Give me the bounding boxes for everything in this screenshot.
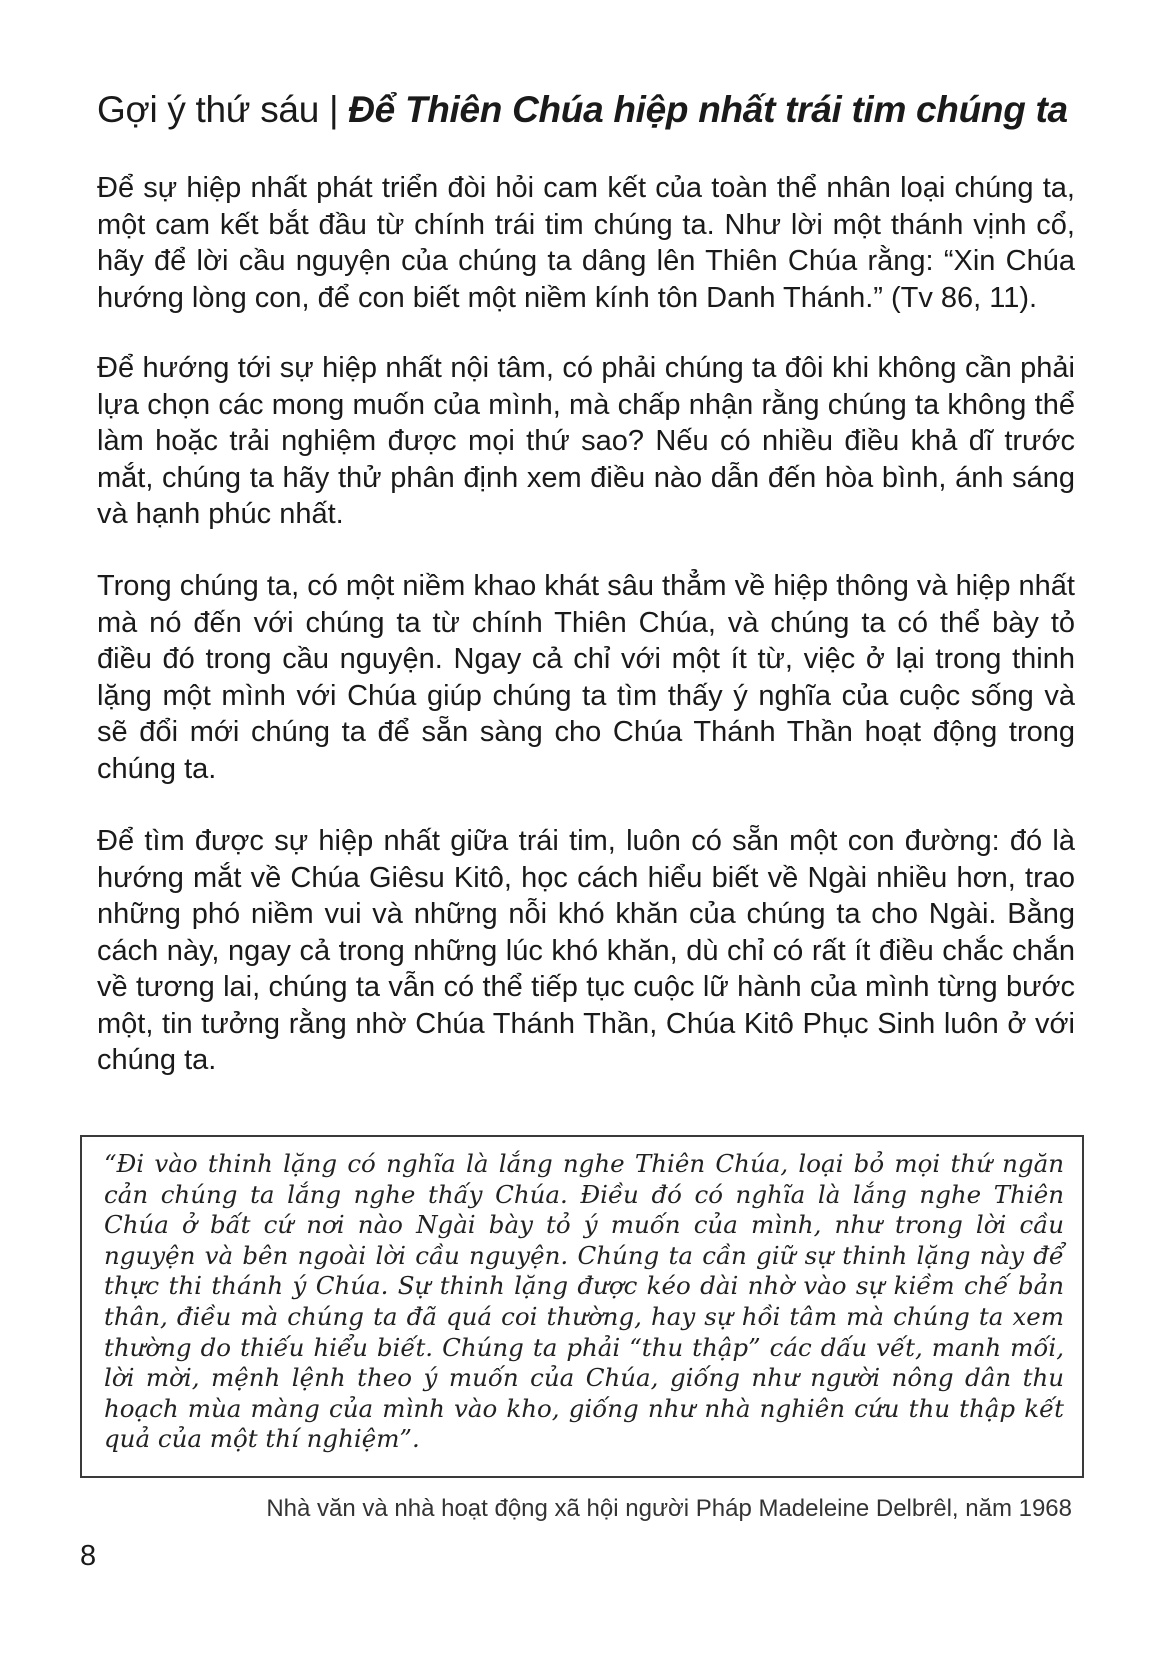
quote-text: “Đi vào thinh lặng có nghĩa là lắng nghe Thiên Chúa, loại bỏ mọi thứ ngăn cản chúng ta lắng nghe thấy Chúa. Điều đó có nghĩa là lắng nghe Thiên Chúa ở bất cứ nơi nào Ngài bày tỏ ý muốn của mình, như trong lời cầu nguyện và bên ngoài lời cầu nguyện. Chúng ta cần giữ sự thinh lặng này để thực thi thánh ý Chúa. Sự thinh lặng được kéo dài nhờ vào sự kiềm chế bản thân, điều mà chúng ta đã quá coi thường, hay sự hồi tâm mà chúng ta xem thường do thiếu hiểu biết. Chúng ta phải “thu thập” các dấu vết, manh mối, lời mời, mệnh lệnh theo ý muốn của Chúa, giống như người nông dân thu hoạch mùa màng của mình vào kho, giống như nhà nghiên cứu thu thập kết quả của một thí nghiệm”. — [104, 1149, 1064, 1454]
quote-box — [80, 1135, 1084, 1478]
title-subtitle: Để Thiên Chúa hiệp nhất trái tim chúng ta — [348, 89, 1068, 130]
page-title — [97, 85, 1097, 135]
title-prefix: Gợi ý thứ sáu | — [97, 89, 349, 130]
paragraph-4: Để tìm được sự hiệp nhất giữa trái tim, luôn có sẵn một con đường: đó là hướng mắt về Chúa Giêsu Kitô, học cách hiểu biết về Ngài nhiều hơn, trao những phó niềm vui và những nỗi khó khăn của chúng ta cho Ngài. Bằng cách này, ngay cả trong những lúc khó khăn, dù chỉ có rất ít điều chắc chắn về tương lai, chúng ta vẫn có thể tiếp tục cuộc lữ hành của mình từng bước một, tin tưởng rằng nhờ Chúa Thánh Thần, Chúa Kitô Phục Sinh luôn ở với chúng ta. — [97, 825, 1075, 1076]
paragraph-1: Để sự hiệp nhất phát triển đòi hỏi cam kết của toàn thể nhân loại chúng ta, một cam kết bắt đầu từ chính trái tim chúng ta. Như lời một thánh vịnh cổ, hãy để lời cầu nguyện của chúng ta dâng lên Thiên Chúa rằng: “Xin Chúa hướng lòng con, để con biết một niềm kính tôn Danh Thánh.” (Tv 86, 11). — [97, 172, 1075, 314]
quote-attribution: Nhà văn và nhà hoạt động xã hội người Pháp Madeleine Delbrêl, năm 1968 — [266, 1495, 1072, 1522]
page-number: 8 — [80, 1540, 97, 1572]
paragraph-3: Trong chúng ta, có một niềm khao khát sâu thẳm về hiệp thông và hiệp nhất mà nó đến với chúng ta từ chính Thiên Chúa, và chúng ta có thể bày tỏ điều đó trong cầu nguyện. Ngay cả chỉ với một ít từ, việc ở lại trong thinh lặng một mình với Chúa giúp chúng ta tìm thấy ý nghĩa của cuộc sống và sẽ đổi mới chúng ta để sẵn sàng cho Chúa Thánh Thần hoạt động trong chúng ta. — [97, 570, 1075, 785]
paragraph-2: Để hướng tới sự hiệp nhất nội tâm, có phải chúng ta đôi khi không cần phải lựa chọn các mong muốn của mình, mà chấp nhận rằng chúng ta không thể làm hoặc trải nghiệm được mọi thứ sao? Nếu có nhiều điều khả dĩ trước mắt, chúng ta hãy thử phân định xem điều nào dẫn đến hòa bình, ánh sáng và hạnh phúc nhất. — [97, 352, 1075, 530]
